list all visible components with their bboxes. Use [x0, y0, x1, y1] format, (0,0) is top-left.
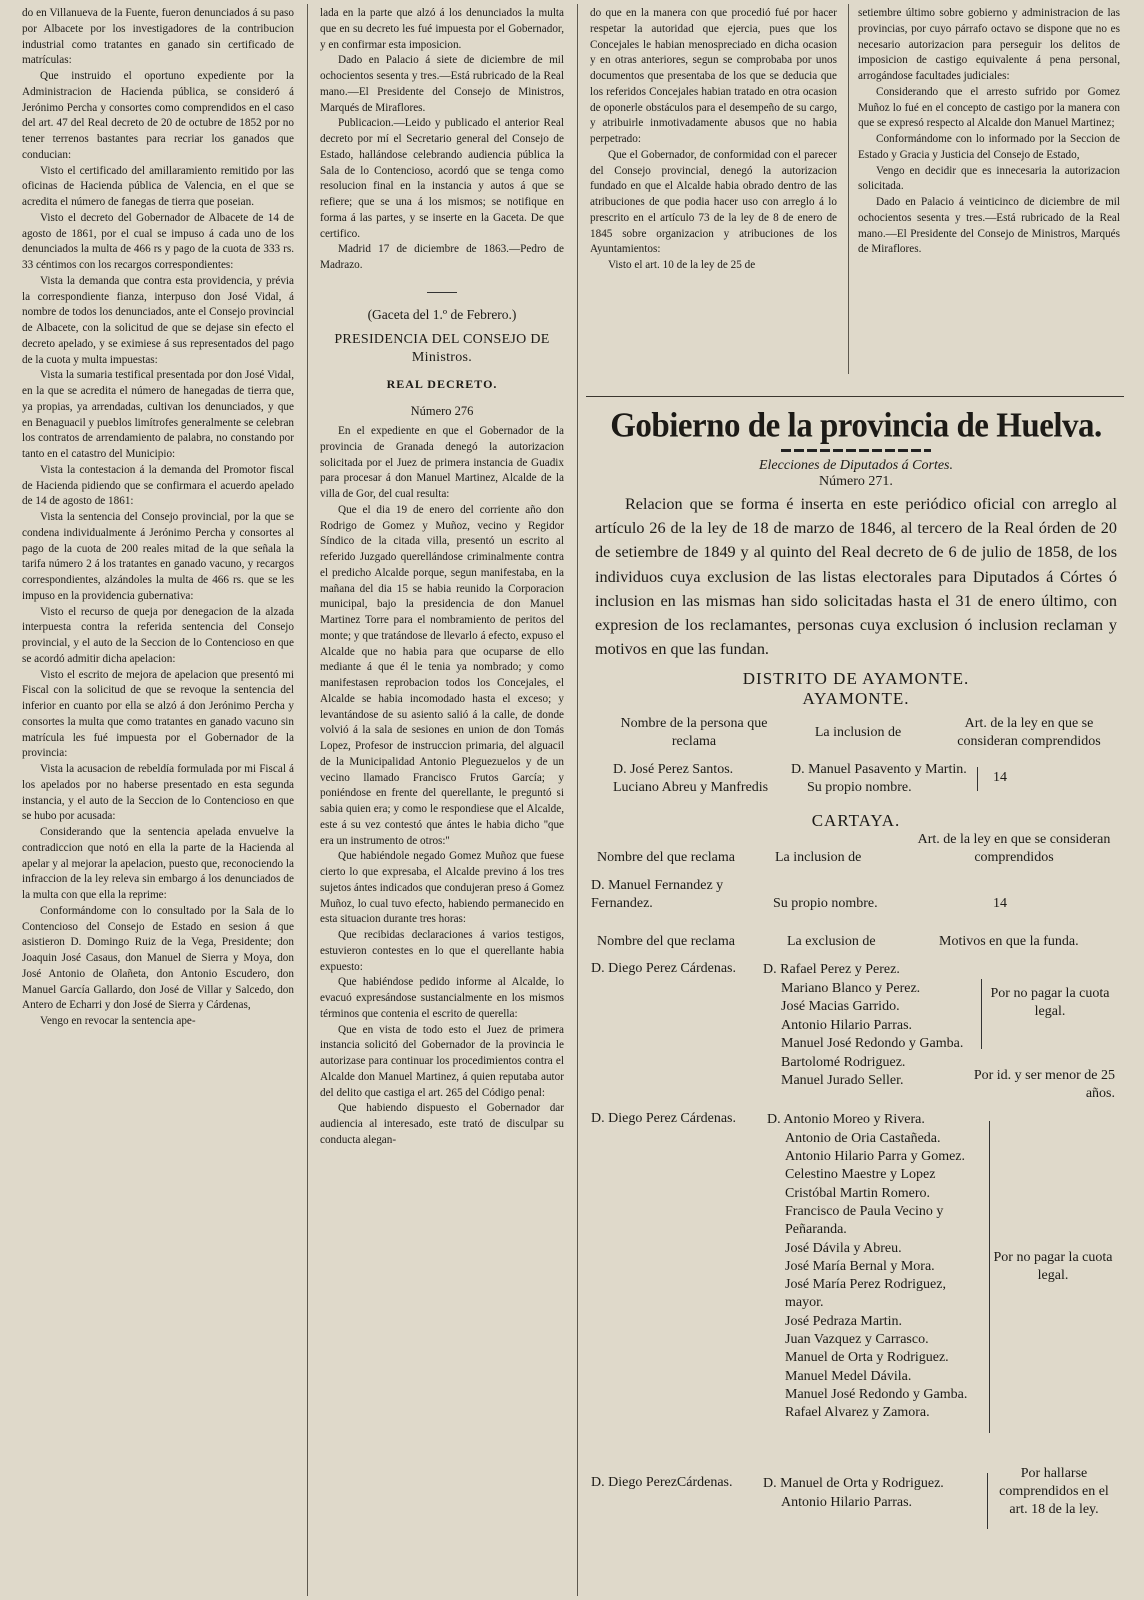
column-1 [22, 6, 294, 1596]
paragraph: Conformándome con lo consultado por la Sala de lo Contencioso del Consejo de Estado en sesion á que asistieron D. Domingo Ruiz de la Vega, Presidente; don Joaquin José Casaus, don Manuel de Sierra y Moya, don José Antonio de Olañeta, don Antonio Escudero, don Manuel García Gallardo, don José de Villar y Salcedo, don Antero de Echarri y don José de Sierra y Cárdenas, [22, 904, 294, 1012]
list-item: José María Perez Rodriguez, mayor. [785, 1277, 946, 1311]
title-ornament [781, 449, 931, 452]
paragraph: Dado en Palacio á siete de diciembre de mil ochocientos sesenta y tres.—Está rubricado de la Real mano.—El Presidente del Consejo de Ministros, Marqués de Miraflores. [320, 54, 564, 114]
list-item: D. Manuel de Orta y Rodriguez. [763, 1476, 944, 1492]
table-header [595, 715, 1117, 751]
list-item: Manuel Medel Dávila. [785, 1368, 912, 1384]
list-item: Manuel de Orta y Rodriguez. [785, 1350, 949, 1366]
claimant: D. José Perez Santos. [613, 762, 734, 778]
header-cell: Nombre del que reclama [597, 934, 735, 950]
town-heading: CARTAYA. [811, 811, 901, 831]
header-cell: La exclusion de [787, 934, 876, 950]
paragraph: Dado en Palacio á veinticinco de diciembre de mil ochocientos sesenta y tres.—Está rubricado de la Real mano.—El Presidente del Consejo de Ministros, Marqués de Miraflores. [858, 196, 1120, 256]
header-cell: Art. de la ley en que se consideran comprendidos [957, 716, 1101, 750]
claimant: D. Diego PerezCárdenas. [591, 1475, 733, 1491]
list-item: Antonio Hilario Parras. [781, 1017, 913, 1033]
paragraph: Que habiendo dispuesto el Gobernador dar audiencia al interesado, este trató de disculpar su conducta alegan- [320, 1102, 564, 1146]
section-heading: PRESIDENCIA DEL CONSEJO DE Ministros. [334, 331, 550, 365]
claimant: D. Diego Perez Cárdenas. [591, 1111, 737, 1127]
brace [981, 979, 982, 1049]
paragraph: Vengo en revocar la sentencia ape- [40, 1015, 196, 1027]
column-rule [848, 4, 849, 374]
list-item: Antonio de Oria Castañeda. [785, 1130, 941, 1146]
list-item: Celestino Maestre y Lopez [785, 1167, 936, 1183]
table-header [595, 933, 1117, 951]
table-row [591, 877, 1117, 921]
paragraph: Visto el certificado del amillaramiento remitido por las oficinas de Hacienda pública de Valencia, en el que se acredita el número de fanegas de tierra que poseian. [22, 164, 294, 208]
list-item: Rafael Alvarez y Zamora. [785, 1405, 930, 1421]
list-item: Antonio Hilario Parra y Gomez. [785, 1149, 966, 1165]
header-cell: Nombre de la persona que reclama [620, 716, 768, 750]
brace [989, 1121, 990, 1433]
reason: Por no pagar la cuota legal. [993, 1250, 1113, 1284]
list-item: José Pedraza Martin. [785, 1313, 903, 1329]
paragraph: Publicacion.—Leido y publicado el anterior Real decreto por mí el Secretario general del Consejo de Estado, hallándose celebrando audiencia pública la Sala de lo Contencioso, acordó que se tenga como resolucion final en la instancia y autos á que se refiere; que se una á los mismos; se notifique en forma á las partes, y se inserte en la Gaceta. De que certifico. [320, 117, 564, 240]
paragraph: Conformándome con lo informado por la Seccion de Estado y Gracia y Justicia del Consejo de Estado, [858, 133, 1120, 161]
ayamonte-table [595, 715, 1117, 803]
header-cell: La inclusion de [775, 850, 862, 866]
paragraph: Visto el decreto del Gobernador de Albacete de 14 de agosto de 1861, por el cual se impuso á cada uno de los denunciados la multa de 466 rs y pago de la cuota de 333 rs. 33 céntimos con los recargos correspondientes: [22, 211, 294, 271]
gaceta-date: (Gaceta del 1.º de Febrero.) [367, 306, 517, 322]
column-3 [590, 6, 837, 374]
table-header [595, 831, 1117, 867]
paragraph: do que en la manera con que procedió fué por hacer respetar la autoridad que ejercia, pues que los Concejales le habian menospreciado en dicha ocasion y en otras anteriores, segun se comprobaba por unos documentos que presentaba de los que se deducia que los referidos Concejales habian tratado en otra ocasion de oponerle obstáculos para el desempeño de su cargo, y atribuirle inmotivadamente abusos que no habia perpetrado: [590, 7, 837, 145]
paragraph: Visto el art. 10 de la ley de 25 de [608, 259, 756, 271]
paragraph: Que en vista de todo esto el Juez de primera instancia solicitó del Gobernador de la provincia le autorizase para continuar los procedimientos contra el Alcalde don Manuel Martinez, á quien reputaba autor del delito que castiga el art. 265 del Código penal: [320, 1023, 564, 1099]
intro-paragraph: Relacion que se forma é inserta en este periódico oficial con arreglo al artículo 26 de la ley de 18 de marzo de 1846, al tercero de la Real órden de 20 de setiembre de 1849 y al quinto del Real decreto de 6 de julio de 1858, de los individuos cuya exclusion de las listas electorales para Diputados á Córtes ó inclusion en las mismas han sido solicitadas hasta el 31 de enero último, con expresion de los reclamantes, personas cuya exclusion ó inclusion reclaman y motivos en que las fundan. [595, 495, 1117, 659]
list-item: Antonio Hilario Parras. [781, 1494, 913, 1510]
list-item: José Dávila y Abreu. [785, 1240, 902, 1256]
person: D. Manuel Pasavento y Martin. [791, 762, 967, 778]
paragraph: lada en la parte que alzó á los denunciados la multa que en su decreto les fué impuesta por el Gobernador, y en confirmar esta imposicion. [320, 7, 564, 51]
paragraph: do en Villanueva de la Fuente, fueron denunciados á su paso por Albacete por los investigadores de la contribucion industrial como tratantes en ganado sin certificado de matrículas: [22, 7, 294, 67]
paragraph: Que habiéndole negado Gomez Muñoz que fuese cierto lo que expresaba, el Alcalde previno á los tres sujetos ántes indicados que condujeran preso á Gomez Muñoz, lo cual tuvo efecto, habiendo permanecido en esta situacion durante tres horas: [320, 850, 564, 926]
excluded-list [763, 961, 963, 1091]
paragraph: Que instruido el oportuno expediente por la Administracion de Hacienda pública, se consideró á Jerónimo Percha y consortes como comprendidos en el caso del art. 47 del Real decreto de 20 de octubre de 1852 por no tener terrenos bastantes para recriar los ganados que conducian: [22, 70, 294, 161]
paragraph: Vista la sumaria testifical presentada por don José Vidal, en la que se acredita el número de hanegadas de tierra que, ya propias, ya arrendadas, cultivan los denunciados, y que en Benaguacil y pueblos limítrofes generalmente se celebran los contratos de arrendamiento de palabra, no constando por tanto en el catastro del Municipio: [22, 369, 294, 460]
column-rule [307, 4, 308, 1596]
cartaya-table [591, 831, 1117, 951]
paragraph: Que el Gobernador, de conformidad con el parecer del Consejo provincial, denegó la autorizacion fundado en que el Alcalde habia obrado dentro de las atribuciones de que podia hacer uso con arreglo á lo prescrito en el artículo 73 de la ley de 8 de enero de 1845 sobre organizacion y atribuciones de los Ayuntamientos: [590, 148, 837, 256]
list-item: Francisco de Paula Vecino y Peñaranda. [785, 1203, 944, 1238]
paragraph: Visto el recurso de queja por denegacion de la alzada interpuesta contra la referida sentencia del Consejo provincial, y el auto de la Seccion de lo Contencioso en que se acordó admitir dicha apelacion: [22, 605, 294, 665]
paragraph: Considerando que el arresto sufrido por Gomez Muñoz lo fué en el concepto de castigo por la manera con que se expresó respecto al Alcalde don Manuel Martinez; [858, 85, 1120, 130]
claimant: D. Manuel Fernandez y Fernandez. [591, 878, 724, 912]
excluded-list [763, 1475, 944, 1512]
district-heading: DISTRITO DE AYAMONTE. [742, 669, 970, 689]
person: Su propio nombre. [773, 896, 878, 912]
claimant: D. Diego Perez Cárdenas. [591, 961, 737, 977]
list-item: Juan Vazquez y Carrasco. [785, 1331, 929, 1347]
list-item: Manuel Jurado Seller. [781, 1073, 904, 1089]
section-title: Gobierno de la provincia de Huelva. [610, 407, 1102, 445]
list-item: D. Antonio Moreo y Rivera. [767, 1112, 925, 1128]
article-number: 14 [993, 770, 1007, 786]
paragraph: Vengo en decidir que es innecesaria la autorizacion solicitada. [858, 164, 1120, 193]
separator [427, 292, 457, 293]
paragraph: Que recibidas declaraciones á varios testigos, estuvieron contestes en lo que el querellante habia expuesto: [320, 929, 564, 973]
paragraph: setiembre último sobre gobierno y administracion de las provincias, por cuyo párrafo octavo se dispone que no es necesario autorizacion para perseguir los delitos de imposicion de castigo equivalente á pena personal, arrogándose facultades judiciales: [858, 7, 1120, 82]
section-subtitle: Elecciones de Diputados á Cortes. [758, 458, 954, 473]
header-cell: La inclusion de [814, 725, 902, 741]
paragraph: Vista la sentencia del Consejo provincial, por la que se condena individualmente á Jerónimo Percha y consortes al pago de la cuota de 200 reales mitad de la que señala la tarifa número 2 á los tratantes en ganado vacuno, y recargos correspondientes, alzándoles la multa de 466 rs. que se les impuso en la providencia gubernativa: [22, 511, 294, 602]
paragraph: En el expediente en que el Gobernador de la provincia de Granada denegó la autorizacion solicitada por el Juez de primera instancia de Guadix para procesar á don Manuel Martinez, Alcalde de la villa de Gor, del cual resulta: [320, 425, 564, 500]
paragraph: Que el dia 19 de enero del corriente año don Rodrigo de Gomez y Muñoz, vecino y Regidor Síndico de la citada villa, presentó un escrito al referido Juzgado querellándose criminalmente contra el predicho Alcalde porque, segun manifestaba, en la mañana del dia 15 se habia reunido la Corporacion municipal, bajo la presidencia de don Manuel Martinez Torre para el nombramiento de peritos del monte; y que tratándose de llevarlo á efecto, expuso el Alcalde que no habia para que ocuparse de ello mediante á que él le tenia ya nombrado; y como manifestasen reprobacion todos los Concejales, el Alcalde se habia incomodado hasta el exceso; y levantándose de su asiento salió á la calle, de donde volvió á la sala de sesiones en union de don Tomás Lopez, Profesor de instruccion primaria, del alguacil de la Municipalidad Antonio Pleguezuelos y de un vecino llamado Francisco Frutos García; y poniéndose en frente del querellante, le preguntó si sabia quien era; y como le respondiese que el Alcalde, este á su vez contestó que ántes le habia dicho ''que era un instrumento de otros:'' [320, 503, 564, 847]
header-cell: Art. de la ley en que se consideran comprendidos [917, 832, 1111, 866]
reason: Por id. y ser menor de 25 años. [973, 1068, 1115, 1102]
table-row [595, 761, 1117, 803]
list-item: Bartolomé Rodriguez. [781, 1054, 906, 1070]
decree-heading: REAL DECRETO. [386, 376, 498, 391]
list-item: José María Bernal y Mora. [785, 1258, 935, 1274]
excluded-list [767, 1111, 987, 1422]
list-item: D. Rafael Perez y Perez. [763, 962, 900, 978]
signature-line: Madrid 17 de diciembre de 1863.—Pedro de Madrazo. [320, 243, 564, 271]
paragraph: Vista la contestacion á la demanda del Promotor fiscal de Hacienda pidiendo que se confirmara el acuerdo apelado de 14 de agosto de 1861: [22, 463, 294, 508]
column-2 [320, 6, 564, 1596]
list-item: Manuel José Redondo y Gamba. [781, 1036, 964, 1052]
header-cell: Nombre del que reclama [597, 850, 735, 866]
list-item: Manuel José Redondo y Gamba. [785, 1386, 968, 1402]
reason: Por hallarse comprendidos en el art. 18 de la ley. [999, 1466, 1109, 1518]
list-item: José Macias Garrido. [781, 999, 900, 1015]
header-cell: Motivos en que la funda. [939, 934, 1079, 950]
paragraph: Considerando que la sentencia apelada envuelve la contradiccion que notó en ella la parte de la Hacienda al apelar y al mejorar la apelacion, puesto que, reconociendo la infraccion de la ley releva sin embargo á los denunciados de la multa con que ella la reprime: [22, 826, 294, 901]
section-rule [586, 396, 1124, 397]
exclusion-group [591, 1111, 1117, 1461]
town-heading: AYAMONTE. [802, 689, 910, 709]
list-item: Cristóbal Martin Romero. [785, 1185, 931, 1201]
article-number: 14 [993, 896, 1007, 912]
paragraph: Vista la demanda que contra esta providencia, y prévia la correspondiente fianza, interpuso don José Vidal, á nombre de todos los denunciados, ante el Consejo provincial de Albacete, con la solicitud de que se dejase sin efecto el decreto apelado, y se eximiese á sus representados del pago de la cuota y multa impuestas: [22, 274, 294, 366]
person: Su propio nombre. [807, 780, 912, 796]
brace [987, 1473, 988, 1529]
reason: Por no pagar la cuota legal. [990, 986, 1110, 1020]
exclusion-group [591, 1465, 1117, 1545]
column-rule [577, 4, 578, 1596]
list-item: Mariano Blanco y Perez. [781, 980, 921, 996]
paragraph: Visto el escrito de mejora de apelacion que presentó mi Fiscal con la solicitud de que se revoque la sentencia del inferior en cuanto por ella se alzó á don Jerónimo Percha y consortes la multa que como tratantes en ganado vacuno sin matrícula les fué impuesta por el Gobernador de la provincia: [22, 668, 294, 760]
decree-number: Número 276 [410, 404, 474, 419]
brace [977, 767, 978, 791]
claimant: Luciano Abreu y Manfredis [613, 780, 769, 796]
exclusion-group [591, 961, 1117, 1103]
section-number: Número 271. [819, 474, 893, 489]
huelva-section [591, 407, 1117, 1545]
paragraph: Que habiéndose pedido informe al Alcalde, lo evacuó expresándose sustancialmente en los mismos términos que contenia el escrito de querella: [320, 976, 564, 1020]
column-4 [858, 6, 1120, 374]
paragraph: Vista la acusacion de rebeldía formulada por mi Fiscal á los apelados por no haberse presentado en esta segunda instancia, y el auto de la Seccion de lo Contencioso en que se hubo por acusada: [22, 763, 294, 823]
